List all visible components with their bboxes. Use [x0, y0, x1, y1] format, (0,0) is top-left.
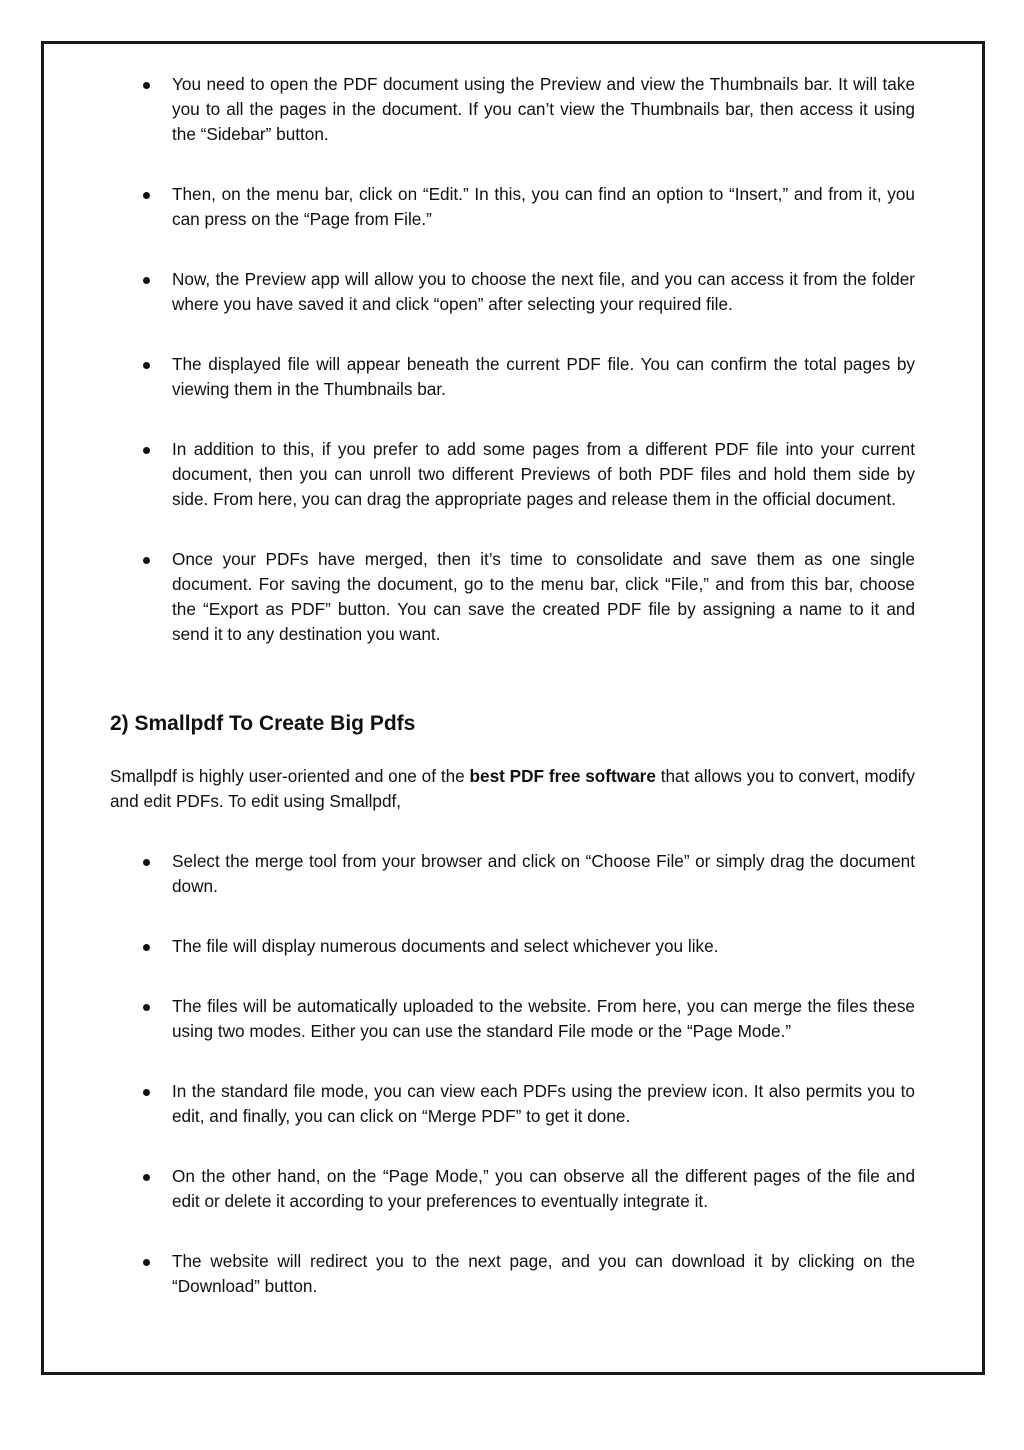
- intro-text-end: that allows you to convert, modify and edit PDFs. To edit using Smallpdf,: [110, 766, 915, 811]
- list-item: [110, 849, 915, 899]
- list-item: [110, 437, 915, 512]
- list-item: [110, 1249, 915, 1299]
- list-item-text: On the other hand, on the “Page Mode,” you can observe all the different pages of the file and edit or delete it according to your preferences to eventually integrate it.: [172, 1166, 915, 1211]
- list-item-text: Select the merge tool from your browser and click on “Choose File” or simply drag the document down.: [172, 851, 915, 896]
- bullet-icon: [143, 859, 150, 866]
- list-item-text: In the standard file mode, you can view each PDFs using the preview icon. It also permits you to edit, and finally, you can click on “Merge PDF” to get it done.: [172, 1081, 915, 1126]
- bullet-icon: [143, 944, 150, 951]
- bullet-icon: [143, 1259, 150, 1266]
- list-item-text: The files will be automatically uploaded to the website. From here, you can merge the files these using two modes. Either you can use the standard File mode or the “Page Mode.”: [172, 996, 915, 1041]
- list-item: [110, 994, 915, 1044]
- preview-steps-list: [110, 72, 915, 647]
- bullet-icon: [143, 362, 150, 369]
- bullet-icon: [143, 1174, 150, 1181]
- document-content: [110, 72, 915, 1299]
- bullet-icon: [143, 447, 150, 454]
- list-item-text: The website will redirect you to the next page, and you can download it by clicking on the “Download” button.: [172, 1251, 915, 1296]
- smallpdf-steps-list: [110, 849, 915, 1299]
- list-item-text: You need to open the PDF document using the Preview and view the Thumbnails bar. It will take you to all the pages in the document. If you can’t view the Thumbnails bar, then access it using the “Sidebar” button.: [172, 74, 915, 144]
- bullet-icon: [143, 1089, 150, 1096]
- list-item: [110, 934, 915, 959]
- bullet-icon: [143, 192, 150, 199]
- section-heading: 2) Smallpdf To Create Big Pdfs: [110, 712, 416, 735]
- list-item-text: The displayed file will appear beneath the current PDF file. You can confirm the total pages by viewing them in the Thumbnails bar.: [172, 354, 915, 399]
- list-item-text: Now, the Preview app will allow you to choose the next file, and you can access it from the folder where you have saved it and click “open” after selecting your required file.: [172, 269, 915, 314]
- list-item: [110, 547, 915, 647]
- intro-text: Smallpdf is highly user-oriented and one of the: [110, 766, 470, 786]
- intro-bold-text: best PDF free software: [469, 766, 656, 786]
- list-item-text: In addition to this, if you prefer to add some pages from a different PDF file into your current document, then you can unroll two different Previews of both PDF files and hold them side by side. From here, you can drag the appropriate pages and release them in the official document.: [172, 439, 915, 509]
- bullet-icon: [143, 82, 150, 89]
- section-intro: [110, 764, 915, 814]
- list-item-text: Then, on the menu bar, click on “Edit.” In this, you can find an option to “Insert,” and from it, you can press on the “Page from File.”: [172, 184, 915, 229]
- list-item: [110, 267, 915, 317]
- list-item: [110, 72, 915, 147]
- list-item: [110, 1079, 915, 1129]
- bullet-icon: [143, 557, 150, 564]
- list-item-text: The file will display numerous documents and select whichever you like.: [172, 936, 719, 956]
- list-item-text: Once your PDFs have merged, then it’s time to consolidate and save them as one single document. For saving the document, go to the menu bar, click “File,” and from this bar, choose the “Export as PDF” button. You can save the created PDF file by assigning a name to it and send it to any destination you want.: [172, 549, 915, 644]
- list-item: [110, 1164, 915, 1214]
- list-item: [110, 352, 915, 402]
- bullet-icon: [143, 1004, 150, 1011]
- bullet-icon: [143, 277, 150, 284]
- list-item: [110, 182, 915, 232]
